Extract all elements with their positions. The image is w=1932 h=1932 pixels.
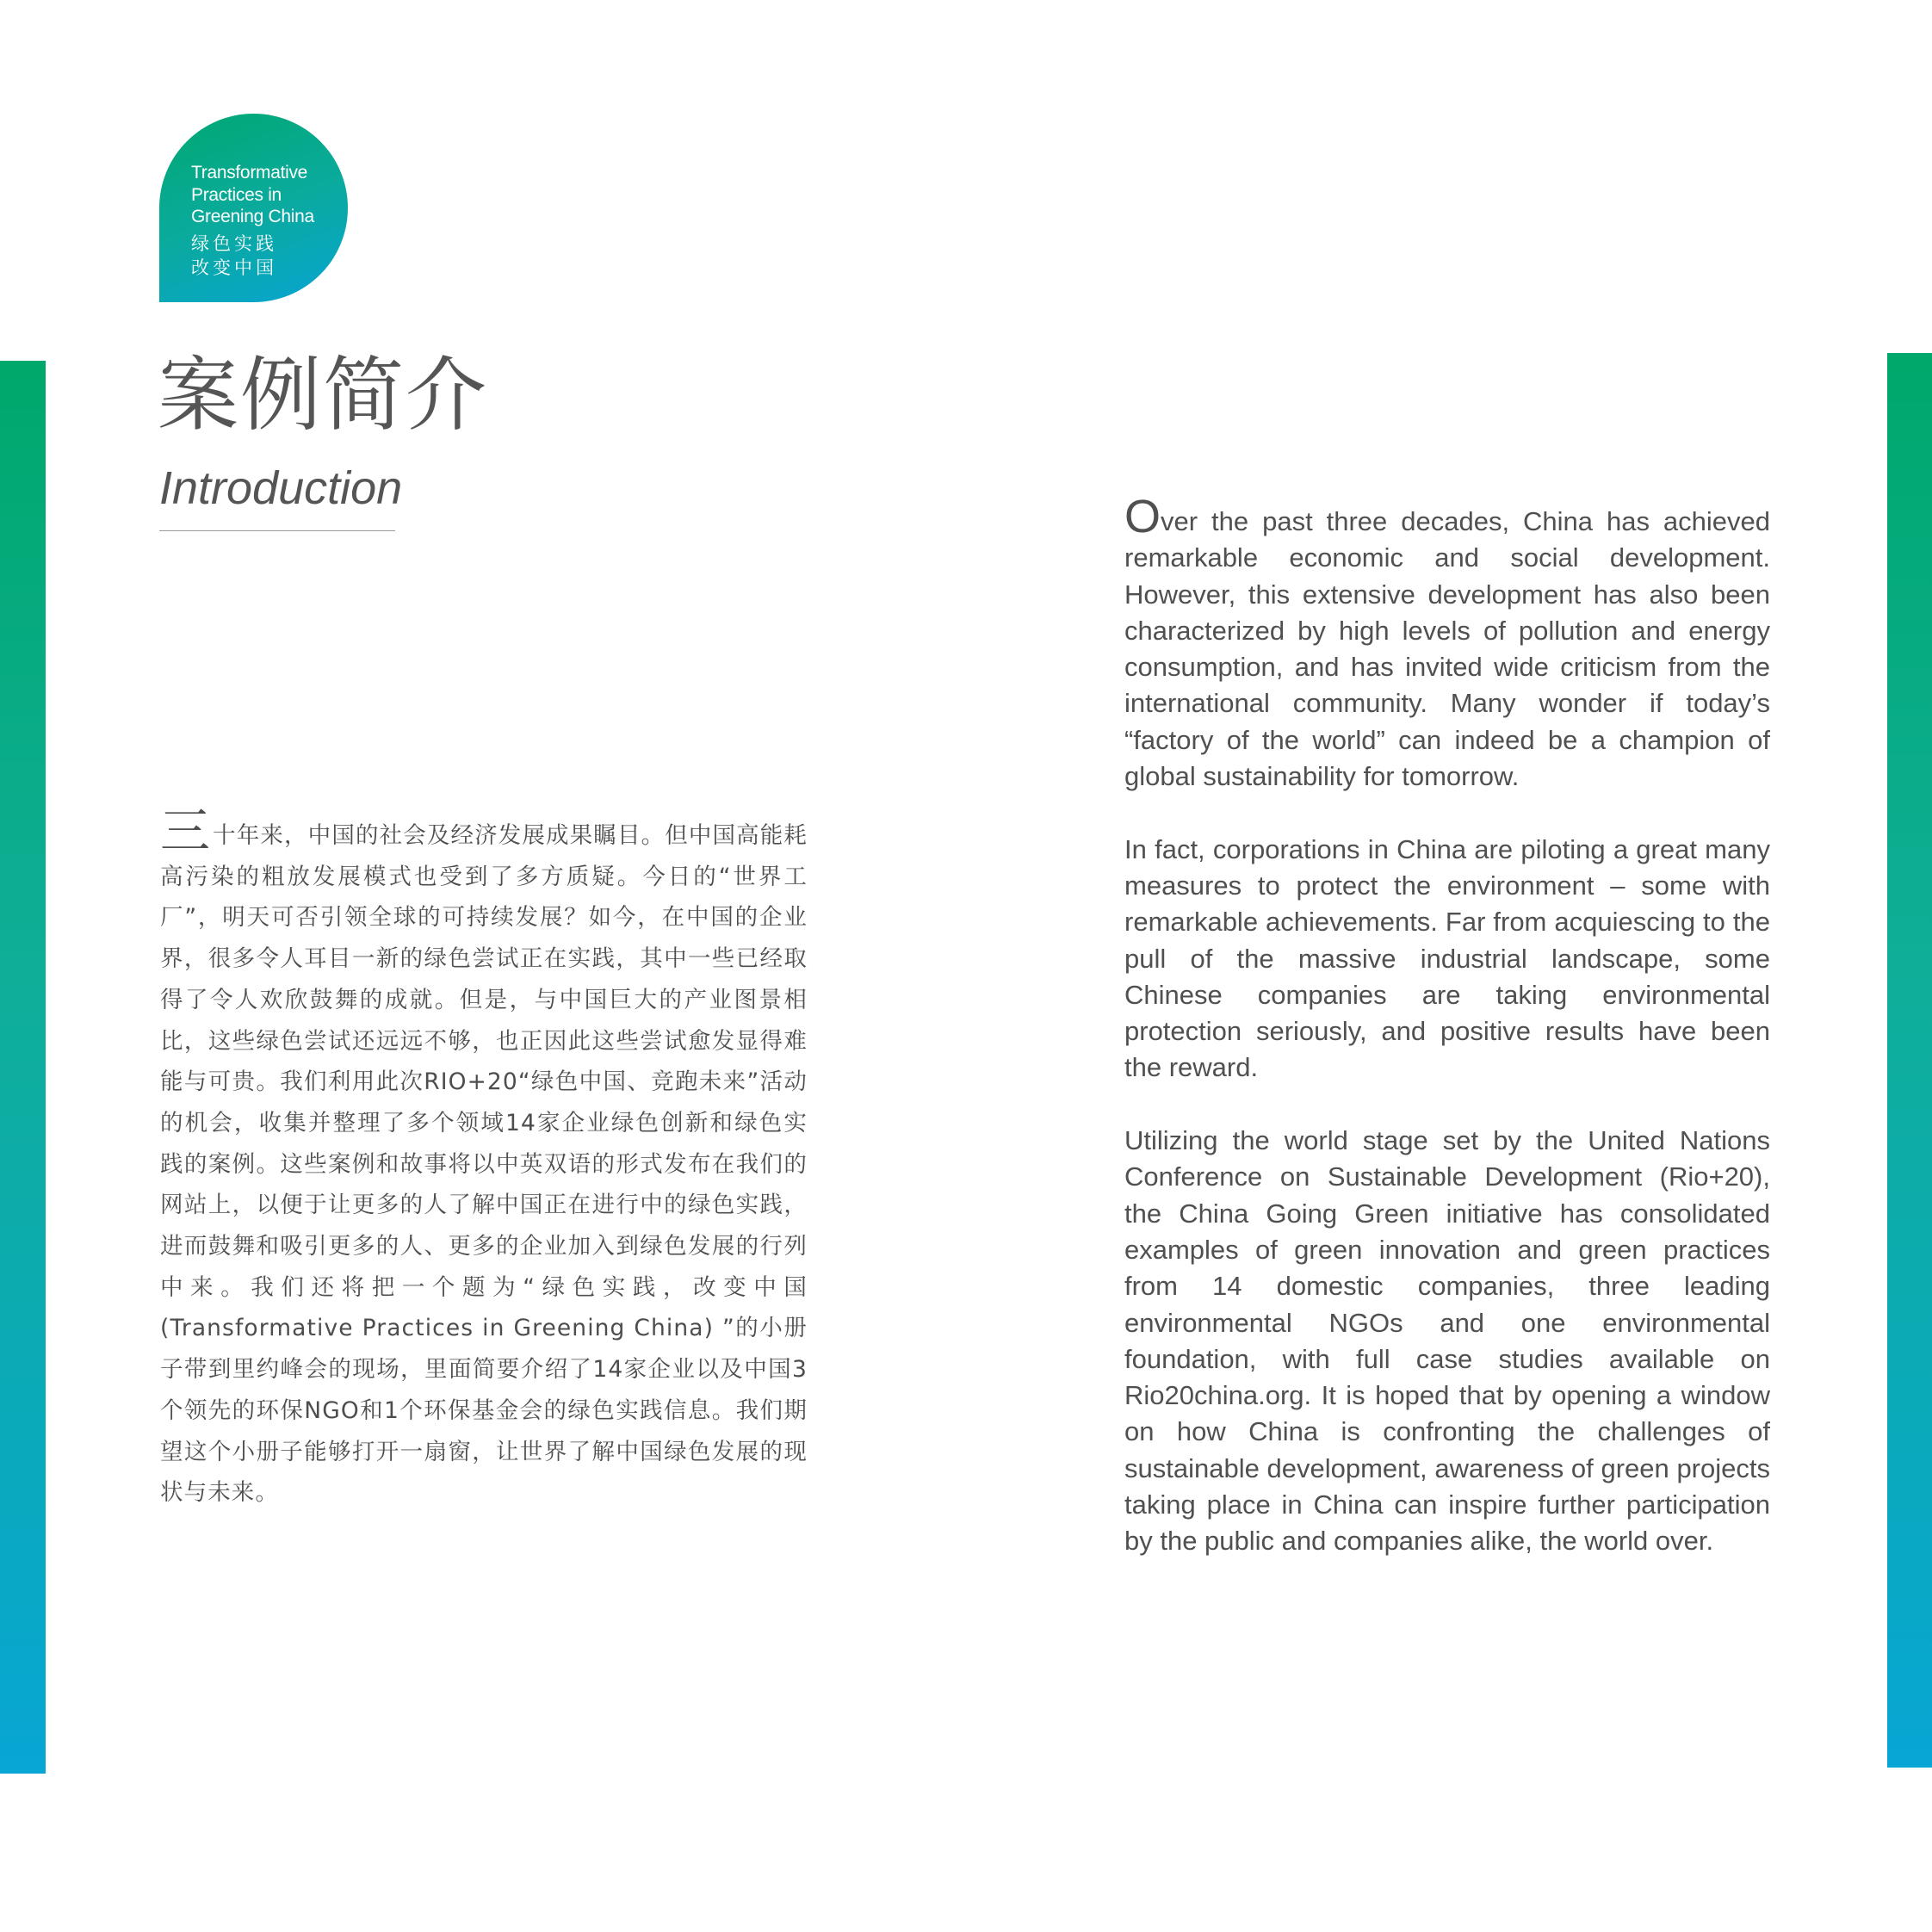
english-paragraph-1: [1124, 491, 1770, 795]
page-title-en: Introduction: [159, 462, 403, 514]
english-dropcap: O: [1124, 491, 1161, 542]
english-intro-column: [1124, 491, 1770, 1596]
series-logo-badge: [159, 114, 348, 302]
logo-title-cn: 绿色实践 改变中国: [191, 232, 277, 278]
left-accent-bar: [0, 361, 46, 1774]
title-divider: [159, 530, 395, 531]
page-title-cn: 案例简介: [158, 349, 489, 443]
english-paragraph-1-text: ver the past three decades, China has achieved remarkable economic and social development. However, this extensive development has also been characterized by high levels of pollution and energy consumption, and has invited wide criticism from the international community. Many wonder if today’s “factory of the world” can indeed be a champion of global sustainability for tomorrow.: [1124, 506, 1770, 792]
english-paragraph-3: Utilizing the world stage set by the United Nations Conference on Sustainable Development (Rio+20), the China Going Green initiative has consolidated examples of green innovation and green practices from 14 domestic companies, three leading environmental NGOs and one environmental foundation, with full case studies available on Rio20china.org. It is hoped that by opening a window on how China is confronting the challenges of sustainable development, awareness of green projects taking place in China can inspire further participation by the public and companies alike, the world over.: [1124, 1125, 1770, 1557]
logo-title-en: Transformative Practices in Greening China: [191, 163, 314, 226]
english-paragraph-2: In fact, corporations in China are piloting a great many measures to protect the environment – some with remarkable achievements. Far from acquiescing to the pull of the massive industrial landscape, some Chinese companies are taking environmental protection seriously, and positive results have been the reward.: [1124, 833, 1770, 1083]
chinese-dropcap: 三: [160, 802, 212, 860]
chinese-intro-body: 十年来，中国的社会及经济发展成果瞩目。但中国高能耗高污染的粗放发展模式也受到了多方质疑。今日的“世界工厂”，明天可否引领全球的可持续发展？如今，在中国的企业界，很多令人耳目一新的绿色尝试正在实践，其中一些已经取得了令人欢欣鼓舞的成就。但是，与中国巨大的产业图景相比，这些绿色尝试还远远不够，也正因此这些尝试愈发显得难能与可贵。我们利用此次RIO+20“绿色中国、竞跑未来”活动的机会，收集并整理了多个领域14家企业绿色创新和绿色实践的案例。这些案例和故事将以中英双语的形式发布在我们的网站上，以便于让更多的人了解中国正在进行中的绿色实践，进而鼓舞和吸引更多的人、更多的企业加入到绿色发展的行列中来。我们还将把一个题为“绿色实践，改变中国(Transformative Practices in Greening China) ”的小册子带到里约峰会的现场，里面简要介绍了14家企业以及中国3个领先的环保NGO和1个环保基金会的绿色实践信息。我们期望这个小册子能够打开一扇窗，让世界了解中国绿色发展的现状与未来。: [160, 822, 808, 1507]
chinese-intro-text: [160, 802, 808, 1514]
right-accent-bar: [1887, 353, 1932, 1768]
